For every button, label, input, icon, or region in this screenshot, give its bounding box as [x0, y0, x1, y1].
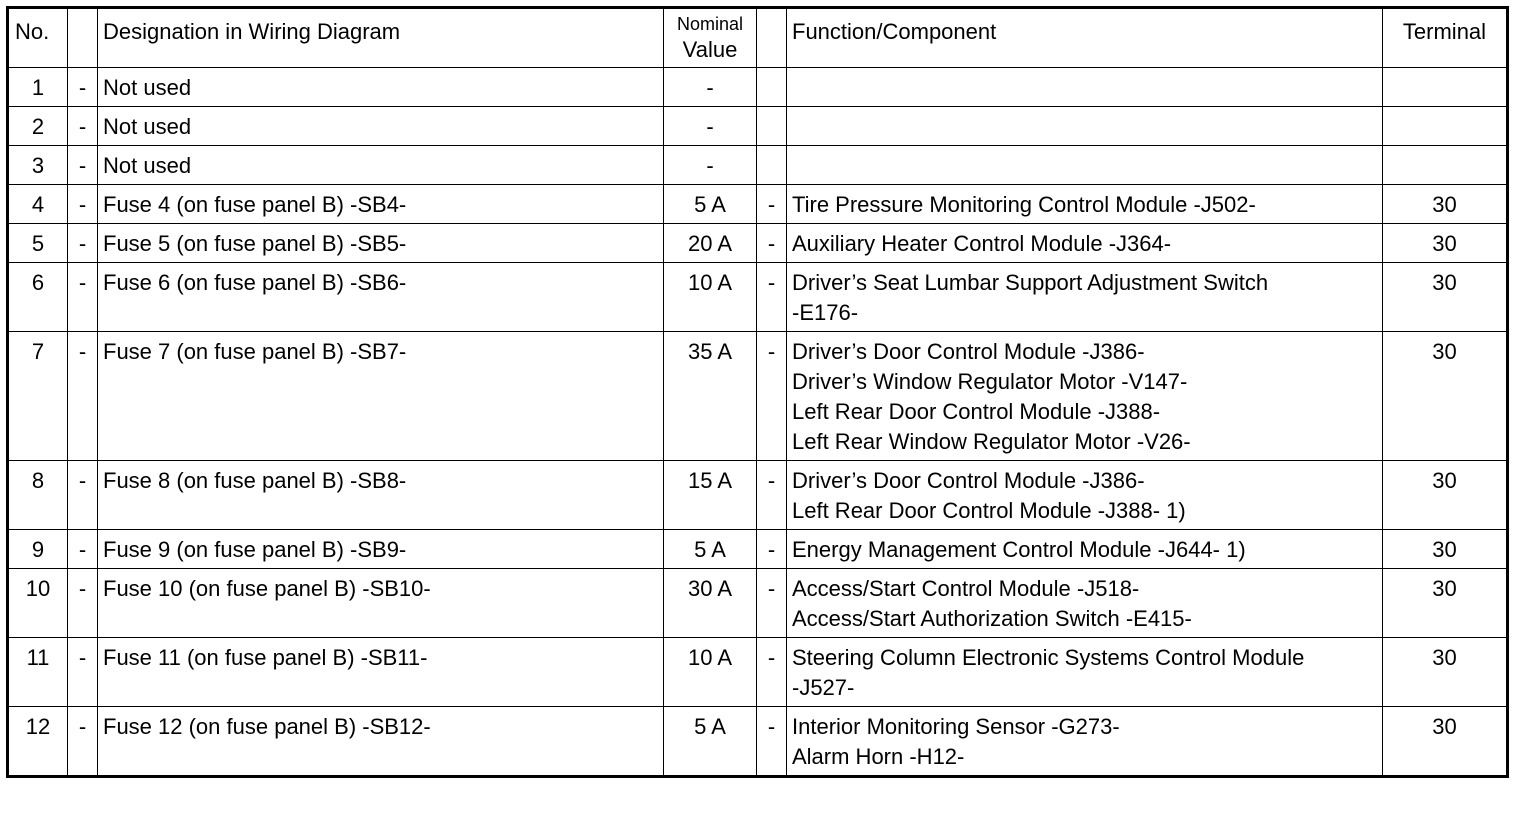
table-row: [8, 707, 1508, 777]
function-line: Driver’s Seat Lumbar Support Adjustment Switch: [792, 270, 1269, 295]
header-function: Function/Component: [787, 8, 1383, 68]
row-dash2: -: [757, 263, 787, 332]
row-terminal: [1383, 68, 1508, 107]
function-line: Auxiliary Heater Control Module -J364-: [792, 231, 1172, 256]
row-dash2: -: [757, 461, 787, 530]
row-number: 9: [8, 530, 68, 569]
row-designation: Fuse 7 (on fuse panel B) -SB7-: [98, 332, 664, 461]
row-number: 1: [8, 68, 68, 107]
header-dash: [68, 8, 98, 68]
function-line: Tire Pressure Monitoring Control Module -J502-: [792, 192, 1256, 217]
row-dash: -: [68, 530, 98, 569]
row-function: [787, 569, 1383, 638]
row-designation: Fuse 8 (on fuse panel B) -SB8-: [98, 461, 664, 530]
row-function: [787, 461, 1383, 530]
table-row: [8, 185, 1508, 224]
row-function: [787, 68, 1383, 107]
function-line: Left Rear Door Control Module -J388- 1): [792, 498, 1186, 523]
header-row: [8, 8, 1508, 68]
row-nominal-value: 5 A: [664, 707, 757, 777]
function-line: Access/Start Authorization Switch -E415-: [792, 606, 1192, 631]
row-number: 5: [8, 224, 68, 263]
function-line: -E176-: [792, 300, 859, 325]
row-dash2: -: [757, 638, 787, 707]
row-number: 6: [8, 263, 68, 332]
row-nominal-value: 20 A: [664, 224, 757, 263]
row-dash: -: [68, 332, 98, 461]
row-designation: Fuse 10 (on fuse panel B) -SB10-: [98, 569, 664, 638]
row-nominal-value: 5 A: [664, 530, 757, 569]
row-function: [787, 107, 1383, 146]
row-designation: Fuse 4 (on fuse panel B) -SB4-: [98, 185, 664, 224]
table-row: [8, 146, 1508, 185]
table-row: [8, 224, 1508, 263]
row-terminal: 30: [1383, 530, 1508, 569]
function-line: Driver’s Door Control Module -J386-: [792, 468, 1145, 493]
table-row: [8, 638, 1508, 707]
row-dash2: -: [757, 569, 787, 638]
row-terminal: 30: [1383, 461, 1508, 530]
row-function: [787, 707, 1383, 777]
header-nominal-top: Nominal: [676, 14, 744, 34]
header-terminal: Terminal: [1383, 8, 1508, 68]
row-designation: Not used: [98, 107, 664, 146]
row-dash: -: [68, 569, 98, 638]
row-dash: -: [68, 224, 98, 263]
row-nominal-value: 15 A: [664, 461, 757, 530]
function-line: Alarm Horn -H12-: [792, 744, 965, 769]
row-number: 3: [8, 146, 68, 185]
table-row: [8, 332, 1508, 461]
row-designation: Fuse 6 (on fuse panel B) -SB6-: [98, 263, 664, 332]
header-no: No.: [8, 8, 68, 68]
function-line: Energy Management Control Module -J644- 1): [792, 537, 1246, 562]
row-dash: -: [68, 707, 98, 777]
row-terminal: 30: [1383, 569, 1508, 638]
row-dash: -: [68, 461, 98, 530]
row-nominal-value: -: [664, 68, 757, 107]
row-function: [787, 185, 1383, 224]
table-row: [8, 68, 1508, 107]
function-line: Steering Column Electronic Systems Control Module: [792, 645, 1305, 670]
row-nominal-value: -: [664, 107, 757, 146]
row-function: [787, 224, 1383, 263]
header-nominal-value: [664, 8, 757, 68]
row-dash: -: [68, 146, 98, 185]
row-number: 10: [8, 569, 68, 638]
function-line: -J527-: [792, 675, 855, 700]
row-dash: -: [68, 638, 98, 707]
row-nominal-value: 5 A: [664, 185, 757, 224]
row-designation: Fuse 5 (on fuse panel B) -SB5-: [98, 224, 664, 263]
row-terminal: [1383, 146, 1508, 185]
function-line: Left Rear Window Regulator Motor -V26-: [792, 429, 1191, 454]
row-dash: -: [68, 68, 98, 107]
row-dash: -: [68, 185, 98, 224]
function-line: Access/Start Control Module -J518-: [792, 576, 1140, 601]
header-dash2: [757, 8, 787, 68]
row-designation: Fuse 12 (on fuse panel B) -SB12-: [98, 707, 664, 777]
row-dash2: -: [757, 185, 787, 224]
row-number: 4: [8, 185, 68, 224]
row-dash2: -: [757, 707, 787, 777]
table-header: [8, 8, 1508, 68]
row-terminal: 30: [1383, 263, 1508, 332]
row-nominal-value: 10 A: [664, 263, 757, 332]
row-function: [787, 146, 1383, 185]
table-row: [8, 107, 1508, 146]
fuse-table: [6, 6, 1509, 778]
row-function: [787, 263, 1383, 332]
row-number: 8: [8, 461, 68, 530]
row-designation: Fuse 11 (on fuse panel B) -SB11-: [98, 638, 664, 707]
table-row: [8, 461, 1508, 530]
row-nominal-value: -: [664, 146, 757, 185]
row-dash2: -: [757, 224, 787, 263]
header-designation: Designation in Wiring Diagram: [98, 8, 664, 68]
row-terminal: [1383, 107, 1508, 146]
row-terminal: 30: [1383, 185, 1508, 224]
row-number: 12: [8, 707, 68, 777]
row-function: [787, 332, 1383, 461]
row-terminal: 30: [1383, 638, 1508, 707]
row-nominal-value: 10 A: [664, 638, 757, 707]
row-dash2: [757, 146, 787, 185]
row-number: 11: [8, 638, 68, 707]
row-dash2: -: [757, 530, 787, 569]
function-line: Interior Monitoring Sensor -G273-: [792, 714, 1120, 739]
row-dash: -: [68, 107, 98, 146]
row-terminal: 30: [1383, 224, 1508, 263]
table-row: [8, 569, 1508, 638]
row-function: [787, 638, 1383, 707]
row-dash: -: [68, 263, 98, 332]
row-nominal-value: 35 A: [664, 332, 757, 461]
function-line: Left Rear Door Control Module -J388-: [792, 399, 1161, 424]
function-line: Driver’s Door Control Module -J386-: [792, 339, 1145, 364]
table-row: [8, 263, 1508, 332]
header-nominal-bottom: Value: [682, 37, 738, 62]
function-line: Driver’s Window Regulator Motor -V147-: [792, 369, 1188, 394]
row-designation: Not used: [98, 146, 664, 185]
row-dash2: [757, 107, 787, 146]
table-row: [8, 530, 1508, 569]
row-dash2: -: [757, 332, 787, 461]
row-function: [787, 530, 1383, 569]
table-body: [8, 68, 1508, 777]
row-terminal: 30: [1383, 707, 1508, 777]
row-designation: Not used: [98, 68, 664, 107]
row-number: 7: [8, 332, 68, 461]
row-terminal: 30: [1383, 332, 1508, 461]
row-number: 2: [8, 107, 68, 146]
row-dash2: [757, 68, 787, 107]
row-nominal-value: 30 A: [664, 569, 757, 638]
row-designation: Fuse 9 (on fuse panel B) -SB9-: [98, 530, 664, 569]
